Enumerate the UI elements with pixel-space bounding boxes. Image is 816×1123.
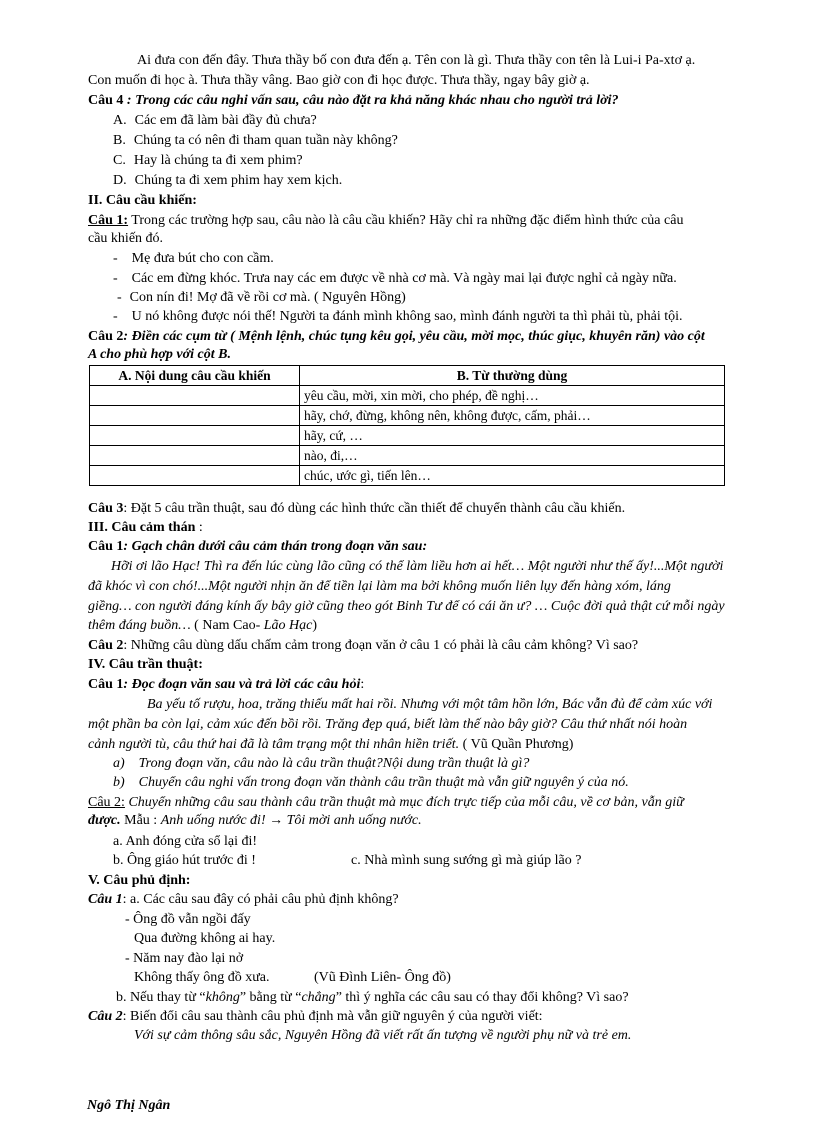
table-cell-a [90, 426, 300, 446]
table-header-row [90, 366, 725, 386]
s2-q2-text-cont: A cho phù hợp với cột B. [88, 347, 231, 362]
section-4-heading: IV. Câu trần thuật: [88, 657, 203, 672]
s4-passage-source: ( Vũ Quần Phương) [459, 737, 574, 752]
option-text: Các em đã làm bài đầy đủ chưa? [134, 113, 317, 128]
s4-subq [113, 774, 629, 792]
author-footer: Ngô Thị Ngân [87, 1098, 171, 1113]
option-letter: B. [113, 133, 126, 148]
section-2-heading: II. Câu cầu khiến: [88, 193, 197, 208]
s2-q1-text: Trong các trường hợp sau, câu nào là câu cầu khiến? Hãy chỉ ra những đặc điểm hình thức của câu [128, 213, 684, 228]
dash-bullet: - [113, 309, 118, 324]
q4-option [113, 152, 303, 170]
list-item-text: Các em đừng khóc. Trưa nay các em được về nhà cơ mà. Và ngày mai lại được nghỉ cả ngày nữa. [131, 271, 677, 286]
s4-q1-prompt [88, 676, 364, 694]
s3-source-prefix: ( Nam Cao- [190, 618, 264, 633]
intro-line-2: Con muốn đi học à. Thưa thầy vâng. Bao giờ con đi học được. Thưa thầy, ngay bây giờ ạ. [88, 73, 590, 88]
s2-q2-label: Câu 2 [88, 329, 124, 344]
s3-passage-end [88, 617, 317, 635]
poem-line: Không thấy ông đồ xưa. [134, 970, 270, 985]
subq-text: Trong đoạn văn, câu nào là câu trần thuật?Nội dung trần thuật là gì? [138, 756, 530, 771]
s2-q1-text-cont: cầu khiến đó. [88, 231, 164, 246]
table-cell-b: chúc, ước gì, tiến lên… [300, 466, 725, 486]
section-3-heading [88, 519, 203, 537]
s4-q2-item-c: c. Nhà mình sung sướng gì mà giúp lão ? [351, 853, 582, 868]
s2-list-item [117, 289, 406, 307]
list-item-text: U nó không được nói thế! Người ta đánh mình không sao, mình đánh người ta thì phải tù, phải tội. [131, 309, 683, 324]
s5-q1-b [116, 989, 629, 1007]
s5-q2-sentence: Với sự cảm thông sâu sắc, Nguyên Hồng đã viết rất ấn tượng về người phụ nữ và trẻ em. [134, 1028, 632, 1043]
s5-b-word1: không [205, 990, 240, 1005]
s5-q2-prompt [88, 1008, 543, 1026]
dash-bullet: - [113, 271, 118, 286]
option-letter: D. [113, 173, 127, 188]
s4-q1-tail: : [360, 677, 365, 692]
s2-q3-label: Câu 3 [88, 501, 124, 516]
s5-q2-text: : Biến đổi câu sau thành câu phủ định mà vẫn giữ nguyên ý của người viết: [122, 1009, 543, 1024]
s5-q1-prompt [88, 891, 399, 909]
option-text: Chúng ta đi xem phim hay xem kịch. [134, 173, 343, 188]
table-row [90, 406, 725, 426]
s3-q1-prompt [88, 538, 427, 556]
right-arrow-icon: → [269, 813, 284, 828]
s3-q2-text: : Những câu dùng dấu chấm cảm trong đoạn văn ở câu 1 có phải là câu cảm không? Vì sao? [123, 638, 639, 653]
q4-prompt [88, 92, 619, 110]
s4-passage-line: Ba yếu tố rượu, hoa, trăng thiếu mất hai rồi. Nhưng với một tâm hồn lớn, Bác vẫn đủ để cảm xúc với [147, 697, 713, 712]
s2-q2-text: : Điền các cụm từ ( Mệnh lệnh, chúc tụng kêu gọi, yêu cầu, mời mọc, thúc giục, khuyên răn) vào cột [123, 329, 705, 344]
poem-source: (Vũ Đình Liên- Ông đồ) [314, 970, 451, 985]
table-cell-b: nào, đi,… [300, 446, 725, 466]
option-text: Chúng ta có nên đi tham quan tuần này không? [133, 133, 398, 148]
option-letter: A. [113, 113, 127, 128]
s4-subq [113, 755, 529, 773]
s3-q1-label: Câu 1 [88, 539, 124, 554]
s3-q1-text: : Gạch chân dưới câu cảm thán trong đoạn văn sau: [123, 539, 428, 554]
section-5-heading: V. Câu phủ định: [88, 873, 191, 888]
s5-b-post: ” thì ý nghĩa các câu sau có thay đổi không? Vì sao? [335, 990, 629, 1005]
option-text: Hay là chúng ta đi xem phim? [133, 153, 303, 168]
s2-q1-label: Câu 1: [88, 213, 129, 228]
q4-option [113, 172, 342, 190]
s4-q2-sample [88, 812, 422, 830]
s5-q2-label: Câu 2 [88, 1009, 123, 1024]
subq-text: Chuyển câu nghi vấn trong đoạn văn thành câu trần thuật mà vẫn giữ nguyên ý của nó. [138, 775, 629, 790]
sample-a: Anh uống nước đi! [160, 813, 270, 828]
poem-line: - Năm nay đào lại nở [125, 951, 244, 966]
s4-passage-line: một phần ba còn lại, cảm xúc đến bồi rồi. Trăng đẹp quá, biết làm thế nào bây giờ? Câu thứ nhất nói hoàn [88, 717, 688, 732]
list-item-text: Mẹ đưa bút cho con cầm. [131, 251, 274, 266]
dash-bullet: - [113, 251, 118, 266]
s5-q1-text: : a. Các câu sau đây có phải câu phủ định không? [122, 892, 399, 907]
table-cell-b: hãy, cứ, … [300, 426, 725, 446]
s4-q1-label: Câu 1 [88, 677, 124, 692]
s4-q1-text: : Đọc đoạn văn sau và trả lời các câu hỏi [123, 677, 361, 692]
poem-line: - Ông đồ vẫn ngồi đấy [125, 912, 251, 927]
s4-q2-text-cont: được. [88, 813, 121, 828]
s4-q2-label: Câu 2: [88, 795, 125, 810]
table-row [90, 386, 725, 406]
table-cell-a [90, 446, 300, 466]
table-cell-b: yêu cầu, mời, xin mời, cho phép, đề nghị… [300, 386, 725, 406]
s4-passage-text: cảnh người tù, câu thứ hai đã là tâm trạng một thi nhân hiền triết. [88, 737, 460, 752]
imperative-table [89, 365, 725, 486]
s2-list-item [113, 308, 683, 326]
q4-label: Câu 4 [88, 93, 124, 108]
q4-option [113, 112, 317, 130]
s3-passage-line: giềng… con người đáng kính ấy bây giờ cũng theo gót Binh Tư để có cái ăn ư? … Cuộc đời quả thật cứ mỗi ngày [88, 599, 725, 614]
table-col-a-header: A. Nội dung câu cầu khiến [90, 366, 300, 386]
sample-b: Tôi mời anh uống nước. [283, 813, 422, 828]
table-cell-a [90, 406, 300, 426]
dash-bullet: - [117, 290, 122, 305]
s2-list-item [113, 250, 274, 268]
sample-label: Mẫu : [120, 813, 161, 828]
intro-line-1: Ai đưa con đến đây. Thưa thầy bố con đưa đến ạ. Tên con là gì. Thưa thầy con tên là Lui-i Pa-xtơ ạ. [137, 53, 696, 68]
s3-q2 [88, 637, 638, 655]
list-item-text: Con nín đi! Mợ đã về rồi cơ mà. ( Nguyên Hồng) [129, 290, 406, 305]
s3-passage-line: đã khóc vì con chó!...Một người nhịn ăn để tiền lại làm ma bởi không muốn liên lụy đến hàng xóm, láng [88, 579, 671, 594]
s2-q2-prompt [88, 328, 705, 346]
s3-q2-label: Câu 2 [88, 638, 124, 653]
s2-list-item [113, 270, 677, 288]
s3-passage-end-text: thêm đáng buồn… [88, 618, 191, 633]
table-cell-b: hãy, chớ, đừng, không nên, không được, cấm, phải… [300, 406, 725, 426]
s5-b-mid: ” bằng từ “ [239, 990, 302, 1005]
s4-q2-item-b: b. Ông giáo hút trước đi ! [113, 853, 256, 868]
poem-line: Qua đường không ai hay. [134, 931, 276, 946]
section-3-heading-tail: : [195, 520, 203, 535]
table-row [90, 466, 725, 486]
q4-option [113, 132, 398, 150]
s3-source-title: Lão Hạc [263, 618, 313, 633]
s2-q3-text: : Đặt 5 câu trần thuật, sau đó dùng các hình thức cần thiết để chuyển thành câu cầu khiến. [123, 501, 626, 516]
s3-source-suffix: ) [312, 618, 318, 633]
s2-q3 [88, 500, 625, 518]
s4-q2-prompt [88, 794, 684, 812]
option-letter: C. [113, 153, 126, 168]
table-row [90, 426, 725, 446]
table-col-b-header: B. Từ thường dùng [300, 366, 725, 386]
s5-b-pre: b. Nếu thay từ “ [116, 990, 206, 1005]
s4-q2-text: Chuyển những câu sau thành câu trần thuật mà mục đích trực tiếp của mỗi câu, về cơ bản, vẫn giữ [124, 795, 684, 810]
table-cell-a [90, 466, 300, 486]
s3-passage-line: Hỡi ơi lão Hạc! Thì ra đến lúc cùng lão cũng có thể làm liều hơn ai hết… Một người như thế ấy!...Một người [111, 559, 724, 574]
s2-q1-prompt [88, 212, 683, 230]
table-row [90, 446, 725, 466]
s4-passage-line-last [88, 736, 573, 754]
q4-text: : Trong các câu nghi vấn sau, câu nào đặt ra khả năng khác nhau cho người trả lời? [123, 93, 619, 108]
table-cell-a [90, 386, 300, 406]
subq-letter: a) [113, 756, 125, 771]
s5-b-word2: chẳng [301, 990, 336, 1005]
s4-q2-item-a: a. Anh đóng cửa sổ lại đi! [113, 834, 258, 849]
s5-q1-label: Câu 1 [88, 892, 123, 907]
section-3-heading-text: III. Câu cảm thán [88, 520, 196, 535]
subq-letter: b) [113, 775, 125, 790]
